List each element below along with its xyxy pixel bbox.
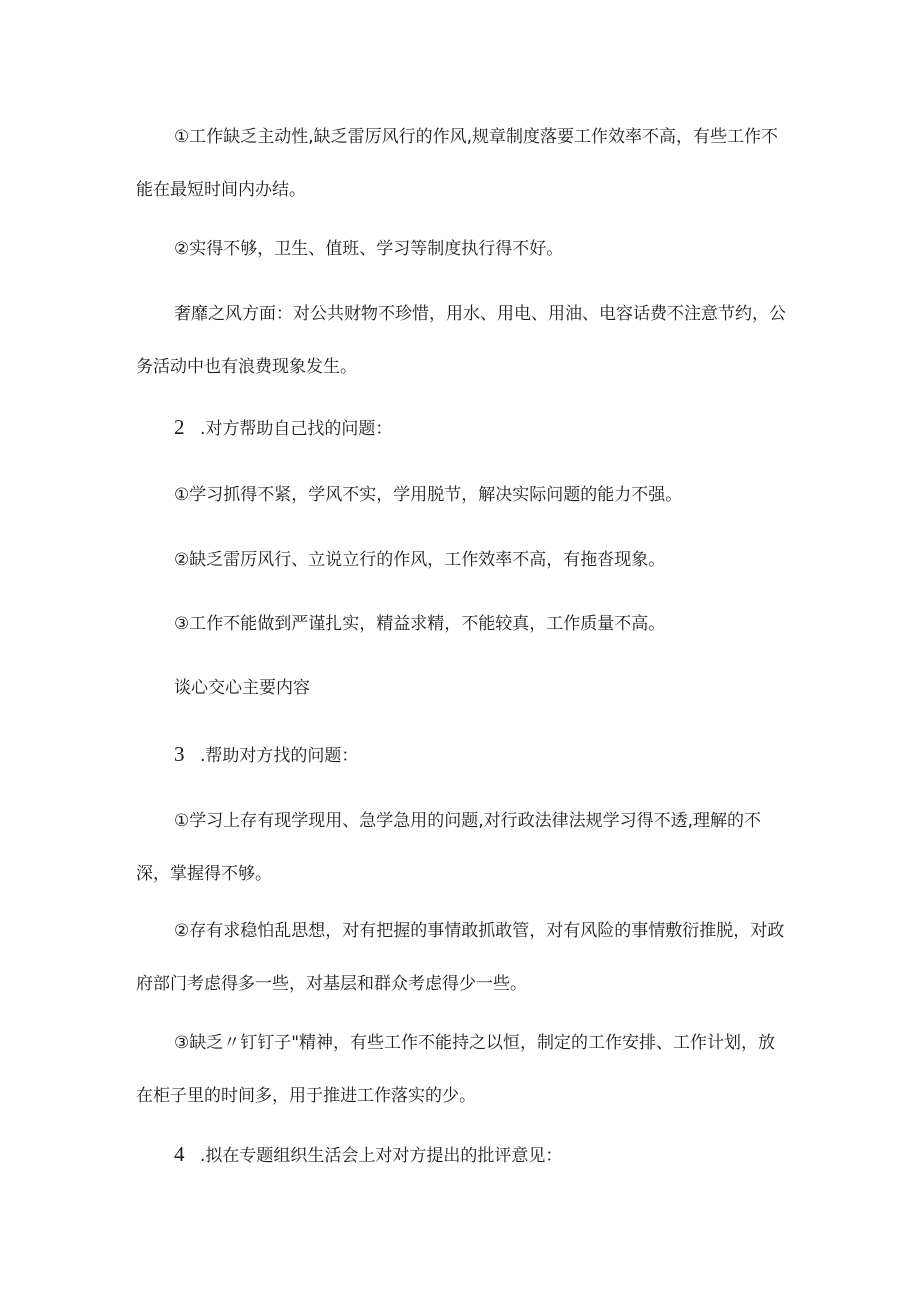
paragraph-work-quality-issue: ③工作不能做到严谨扎实，精益求精，不能较真，工作质量不高。 [174, 614, 666, 634]
heading-section-4 [174, 1139, 562, 1171]
paragraph-study-issue: ①学习抓得不紧，学风不实，学用脱节，解决实际问题的能力不强。 [174, 485, 683, 505]
heading-text: .对方帮助自己找的问题： [200, 419, 393, 439]
heading-text: .拟在专题组织生活会上对对方提出的批评意见： [200, 1146, 563, 1166]
heading-text: .帮助对方找的问题： [200, 746, 359, 766]
heading-section-3 [174, 739, 358, 771]
paragraph-stability-mindset: ②存有求稳怕乱思想，对有把握的事情敢抓敢管，对有风险的事情敷衍推脱，对政府部门考虑得多一些，对基层和群众考虑得少一些。 [136, 921, 785, 994]
paragraph-perseverance: ③缺乏〃钉钉子"精神，有些工作不能持之以恒，制定的工作安排、工作计划，放在柜子里的时间多，用于推进工作落实的少。 [136, 1033, 776, 1106]
heading-number: 3 [174, 742, 185, 766]
heading-section-2 [174, 412, 392, 444]
paragraph-work-style-issue: ②缺乏雷厉风行、立说立行的作风，工作效率不高，有拖沓现象。 [174, 550, 666, 570]
heading-number: 4 [174, 1142, 185, 1166]
paragraph-law-study-issue: ①学习上存有现学现用、急学急用的问题,对行政法律法规学习得不透,理解的不深，掌握得不够。 [136, 811, 762, 884]
paragraph-extravagance: 奢靡之风方面：对公共财物不珍惜，用水、用电、用油、电容话费不注意节约，公务活动中也有浪费现象发生。 [136, 304, 786, 377]
paragraph-work-initiative: ①工作缺乏主动性,缺乏雷厉风行的作风,规章制度落要工作效率不高，有些工作不能在最短时间内办结。 [136, 127, 779, 200]
heading-number: 2 [174, 415, 185, 439]
paragraph-implementation: ②实得不够，卫生、值班、学习等制度执行得不好。 [174, 239, 564, 259]
paragraph-talk-content-title: 谈心交心主要内容 [174, 678, 310, 698]
